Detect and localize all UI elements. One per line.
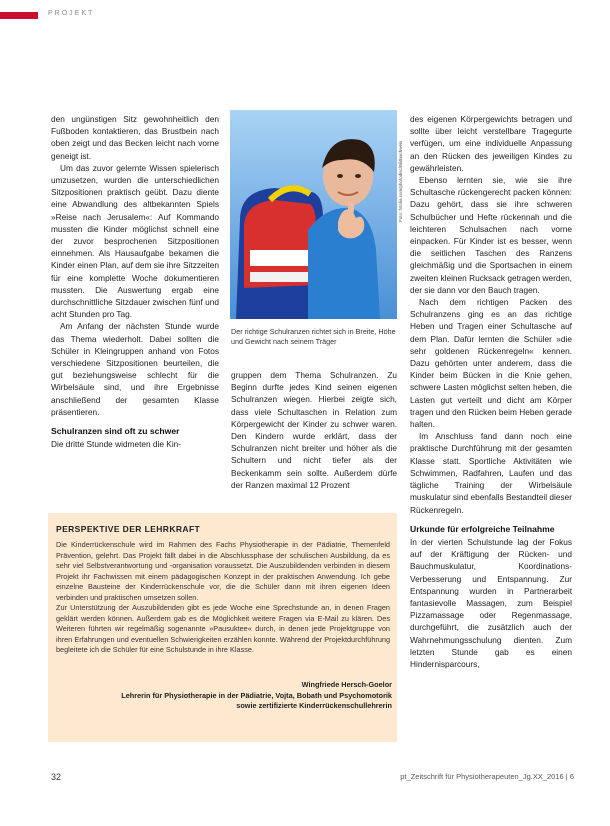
subheading-schulranzen: Schulranzen sind oft zu schwer — [51, 426, 180, 437]
box-signature — [62, 680, 392, 712]
paragraph: des eigenen Körpergewichts betragen und sollte über leicht verstellbare Tragegurte verfügen, um eine individuelle Anpassung an den Rücken des jeweiligen Kindes zu gewährleisten. — [410, 114, 572, 173]
paragraph: den ungünstigen Sitz gewohnheitlich den Fußboden kontaktieren, das Brustbein nach oben zeigt und das Becken leicht nach vorne geneigt ist. — [51, 114, 219, 161]
paragraph: Am Anfang der nächsten Stunde wurde das Thema wiederholt. Dabei sollten die Schüler in Kleingruppen anhand von Fotos verschiedene Sitzpositionen beurteilen, die gut beziehungsweise schlecht für die Wirbelsäule sind, und ihre Ergebnisse anschließend der gesamten Klasse präsentieren. — [51, 321, 219, 417]
box-title: PERSPEKTIVE DER LEHRKRAFT — [56, 524, 201, 534]
column-1 — [51, 113, 219, 450]
paragraph: In der vierten Schulstunde lag der Fokus auf der Kräftigung der Rücken- und Bauchmuskulatur, Koordinations-Verbesserung und Entspannung. Zur Entspannung wurden in Partnerarbeit fantasievolle Massagen, zum Beispiel Pizzamassage oder Regenmassage, durchgeführt, die zusätzlich auch der Wahrnehmungsschulung dienten. Zum letzten Stunde gab es einen Hindernisparcours, — [410, 536, 572, 669]
box-paragraph: Zur Unterstützung der Auszubildenden gibt es jede Woche eine Sprechstunde an, in denen Fragen geklärt werden können. Außerdem gab es die Möglichkeit weitere Fragen via E-Mail zu klären. Des Weiteren führten wir regelmäßig sogenannte »Pausuktee« durch, in denen jede Projektgruppe von ihren Erfahrungen und eventuellen Schwierigkeiten erzählen konnte. Während der Projektdurchführung begleitete ich die Schüler für eine Schulstunde in ihre Klasse. — [56, 603, 390, 654]
page-number: 32 — [51, 772, 62, 782]
photo-credit: Foto: fotolia.com/photodisc/Bildnachweis — [398, 140, 403, 222]
header-bar — [0, 0, 610, 22]
child-with-schoolbag-photo — [230, 110, 397, 319]
paragraph: gruppen dem Thema Schulranzen. Zu Beginn durfte jedes Kind seinen eigenen Schulranzen wiegen. Hierbei zeigte sich, dass viele Schultaschen in Relation zum Körpergewicht der Kinder zu schwer waren. Den Kindern wurde erklärt, dass der Schulranzen nicht breiter und höher als die Schultern und nicht tiefer als der Beckenkamm sein sollte. Außerdem dürfe der Ranzen maximal 12 Prozent — [231, 370, 397, 490]
column-2 — [231, 369, 397, 491]
paragraph: Die dritte Stunde widmeten die Kin- — [51, 439, 182, 450]
paragraph: Ebenso lernten sie, wie sie ihre Schultasche rückengerecht packen können: Dazu gehört, dass sie ihre schweren Schulbücher und Hefte rückennah und die leichteren Schulsachen nach vorne einpacken. Für Kinder ist es besser, wenn die seitlichen Taschen des Ranzens gleichmäßig und die Sportsachen in einem zweiten kleinen Rucksack getragen werden, der sie dann vor den Bauch tragen. — [410, 175, 572, 295]
header-red-marker — [0, 12, 38, 19]
journal-source: pt_Zeitschrift für Physiotherapeuten_Jg.XX_2016 | 6 — [400, 772, 574, 781]
paragraph: Nach dem richtigen Packen des Schulranzens ging es an das richtige Heben und Tragen einer Schultasche auf dem Plan. Dafür lernten die Schüler »die sehr goldenen Rückenregeln« kennen. Dazu gehörten unter anderem, dass die Kinder beim Bücken in die Knie gehen, schwere Lasten möglichst selten heben, die Lasten gut verteilt und dicht am Körper tragen und den Rücken beim Heben gerade halten. — [410, 297, 572, 430]
signature-name: Wingfriede Hersch-Goelor — [301, 680, 392, 689]
section-tag: PROJEKT — [48, 10, 95, 17]
paragraph: Im Anschluss fand dann noch eine praktische Durchführung mit der gesamten Klasse statt. Sportliche Aktivitäten wie Schwimmen, Radfahren, Laufen und das tägliche Training der Wirbelsäule muskulatur sind ebenfalls Bestandteil dieser Rückenregeln. — [410, 431, 572, 515]
paragraph: Um das zuvor gelernte Wissen spielerisch umzusetzen, wurden die unterschiedlichen Sitzpositionen praktisch geübt. Dazu diente eine Abwandlung des altbekannten Spiels »Reise nach Jerusalem«: Auf Kommando mussten die Kinder möglichst schnell eine der zuvor besprochenen Sitzpositionen einnehmen. Als Hausaufgabe bekamen die Kinder einen Plan, auf dem sie ihre Sitzzeiten für eine komplette Woche dokumentieren mussten. Die Auswertung ergab eine durchschnittliche Sitzdauer zwischen fünf und acht Stunden pro Tag. — [51, 162, 219, 320]
box-paragraph: Die Kinderrückenschule wird im Rahmen des Fachs Physiotherapie in der Pädiatrie, Themenfeld Prävention, gelehrt. Das Projekt fällt dabei in die Abschlussphase der schulischen Ausbildung, da es sehr viel Selbstverantwortung und -organisation voraussetzt. Die Auszubildenden verbinden in diesem Projekt ihr Fachwissen mit einem pädagogischen Konzept in der praktischen Anwendung. Ich gebe einzelne Bausteine der Kinderrückenschule vor, die die Schüler dann mit ihren eigenen Ideen verbinden und praktischen umsetzen sollen. — [56, 540, 390, 602]
subheading-urkunde: Urkunde für erfolgreiche Teilnahme — [410, 523, 555, 534]
photo-caption: Der richtige Schulranzen richtet sich in Breite, Höhe und Gewicht nach seinem Träger — [231, 327, 396, 346]
signature-role: Lehrerin für Physiotherapie in der Pädiatrie, Vojta, Bobath und Psychomotorik — [121, 690, 392, 700]
column-3 — [410, 113, 572, 670]
photo-illustration — [230, 110, 397, 319]
signature-role: sowie zertifizierte Kinderrückenschullehrerin — [236, 701, 392, 710]
box-text — [56, 540, 390, 656]
